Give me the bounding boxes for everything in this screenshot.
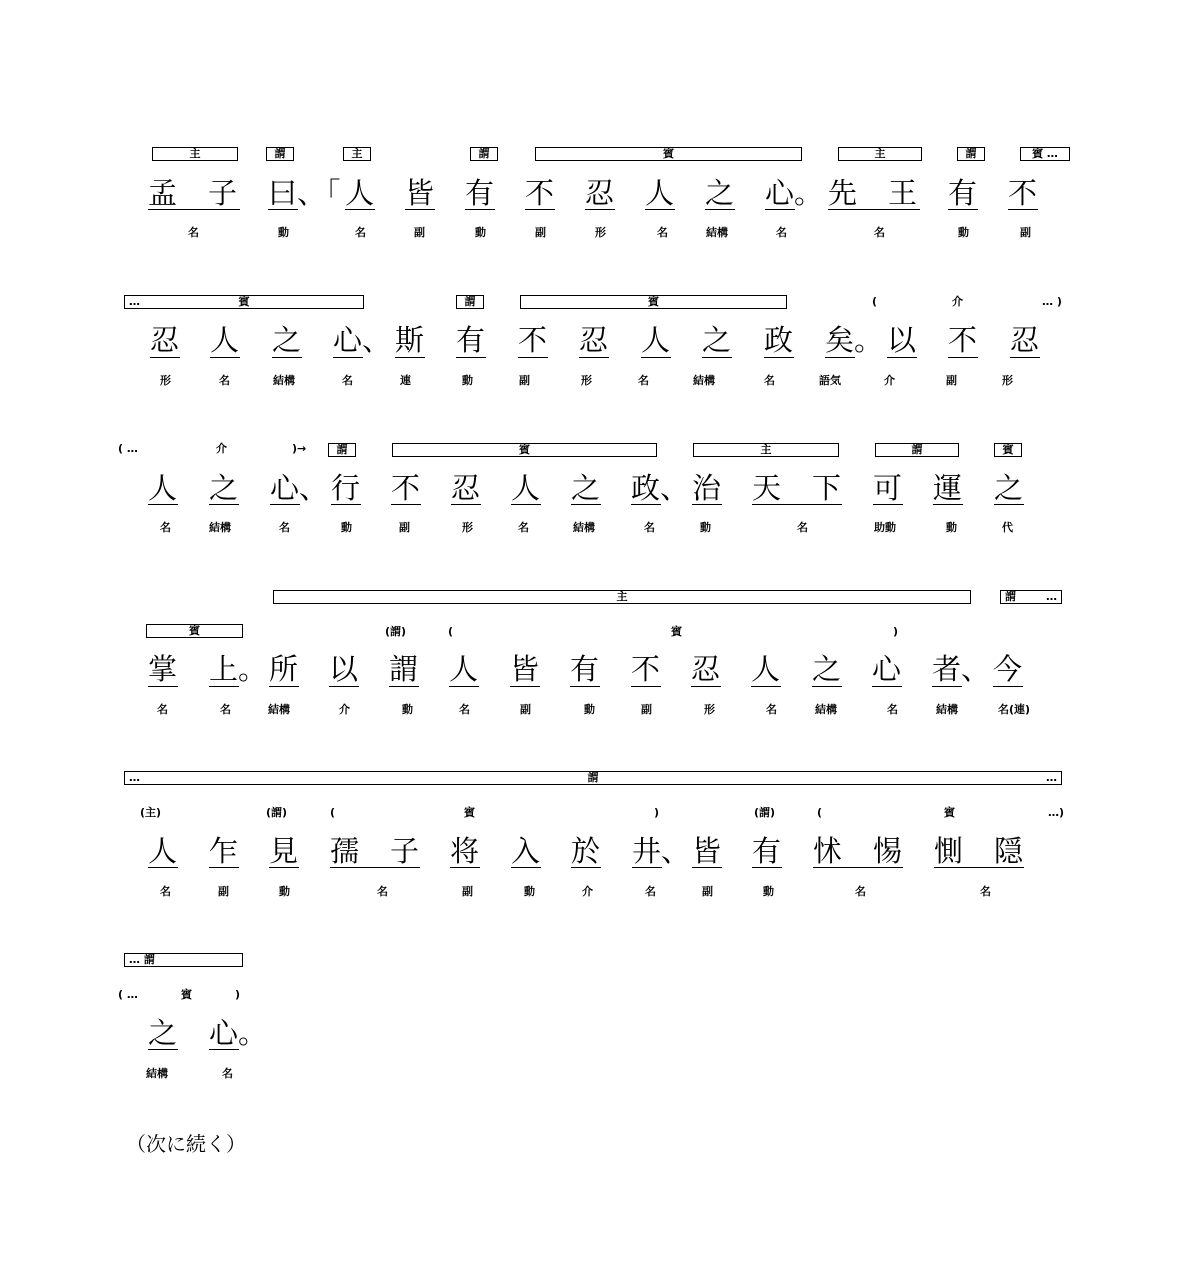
paren-label: 賓 [671,625,682,638]
text-char: 之 [148,1016,178,1050]
paren-label: ( [817,806,823,819]
pos-label: 動 [946,521,957,534]
text-char: 行 [331,471,361,505]
pos-label: 副 [1020,226,1031,239]
paren-label: 介 [952,295,963,308]
pos-label: 介 [884,374,895,387]
pos-label: 副 [946,374,957,387]
continued-note: （次に続く） [126,1132,246,1156]
text-char: 斯 [395,323,425,357]
text-char: 皆 [692,834,722,868]
text-char: 以 [329,652,359,686]
pos-label: 代 [1002,521,1013,534]
text-char: 人 [449,652,479,686]
pos-label: 名 [776,226,787,239]
pos-label: 副 [519,374,530,387]
text-char: 惻 [934,834,964,868]
pos-label: 名 [874,226,885,239]
pos-label: 名 [157,703,168,716]
text-char: 皆 [405,176,435,210]
text-char: 不 [948,323,978,357]
text-char: 有 [465,176,495,210]
pos-label: 結構 [706,226,728,239]
role-box: 謂 [957,147,985,161]
role-box: … 謂 … [124,771,1062,785]
text-char: 乍 [209,834,239,868]
paren-label: ( … [118,442,138,455]
text-char: 有 [752,834,782,868]
pos-label: 名 [855,885,866,898]
role-box: … 謂 [124,953,243,967]
text-char: 忍 [585,176,615,210]
pos-label: 名 [377,885,388,898]
pos-label: 副 [535,226,546,239]
paren-label: (主) [140,806,162,819]
text-char: 之 [705,176,735,210]
text-char: 可 [873,471,903,505]
text-char: 子 [208,176,238,210]
text-char: 人 [641,323,671,357]
text-char: 所 [269,652,299,686]
text-char: 王 [888,176,918,210]
pos-label: 形 [595,226,606,239]
pos-label: 名 [980,885,991,898]
text-char: 子 [390,834,420,868]
text-char: 入 [511,834,541,868]
text-char: 人 [511,471,541,505]
text-char: 有 [948,176,978,210]
text-char: 将 [450,834,480,868]
pos-label: 動 [700,521,711,534]
text-char: 心 [872,652,902,686]
pos-label: 名 [220,703,231,716]
pos-label: 動 [958,226,969,239]
text-char: 皆 [510,652,540,686]
paren-label: ) [235,988,241,1001]
pos-label: 結構 [146,1067,168,1080]
text-char: 孟 [148,176,178,210]
role-box: 謂 [328,443,356,457]
pos-label: 副 [641,703,652,716]
text-char: 謂 [389,652,419,686]
text-char: 有 [456,323,486,357]
text-char: 矣。 [825,323,884,357]
text-char: 之 [209,471,239,505]
role-box: 主 [693,443,839,457]
pos-label: 副 [520,703,531,716]
pos-label: 名 [766,703,777,716]
pos-label: 名 [160,885,171,898]
text-char: 之 [571,471,601,505]
role-box: 賓 … [1020,147,1070,161]
pos-label: 名 [355,226,366,239]
pos-label: 結構 [573,521,595,534]
text-char: 人 [345,176,375,210]
text-char: 運 [933,471,963,505]
pos-label: 助動 [874,521,896,534]
pos-label: 名 [459,703,470,716]
role-box: 主 [838,147,922,161]
pos-label: 動 [462,374,473,387]
role-box: 謂 [456,295,484,309]
paren-label: (謂) [385,625,407,638]
text-char: 之 [994,471,1024,505]
text-char: 之 [272,323,302,357]
pos-label: 介 [582,885,593,898]
text-char: 治 [692,471,722,505]
text-char: 人 [148,834,178,868]
pos-label: 名 [279,521,290,534]
text-char: 先 [828,176,858,210]
pos-label: 形 [462,521,473,534]
pos-label: 動 [279,885,290,898]
text-char: 井、 [632,834,691,868]
text-char: 上。 [209,652,268,686]
pos-label: 副 [218,885,229,898]
pos-label: 名 [342,374,353,387]
text-char: 忍 [691,652,721,686]
role-box: 賓 [146,624,243,638]
text-char: 忍 [579,323,609,357]
role-box: 謂 [875,443,959,457]
role-box: 謂 … [1000,590,1062,604]
pos-label: 名 [797,521,808,534]
text-char: 不 [391,471,421,505]
pos-label: 名 [638,374,649,387]
pos-label: 動 [278,226,289,239]
text-char: 政 [764,323,794,357]
pos-label: 副 [702,885,713,898]
text-char: 不 [525,176,555,210]
text-char: 心、 [333,323,392,357]
text-char: 不 [631,652,661,686]
role-box: … 賓 [124,295,364,309]
text-char: 曰、「 [268,176,341,210]
pos-label: 結構 [936,703,958,716]
text-char: 不 [518,323,548,357]
text-char: 於 [571,834,601,868]
role-box: 主 [343,147,371,161]
pos-label: 結構 [268,703,290,716]
text-char: 不 [1008,176,1038,210]
pos-label: 形 [160,374,171,387]
text-char: 政、 [631,471,690,505]
pos-label: 名 [518,521,529,534]
text-char: 孺 [330,834,360,868]
text-char: 天 [752,471,782,505]
pos-label: 介 [339,703,350,716]
pos-label: 語気 [819,374,841,387]
pos-label: 名(連) [998,703,1031,716]
pos-label: 動 [763,885,774,898]
text-char: 人 [148,471,178,505]
pos-label: 結構 [273,374,295,387]
role-box: 主 [273,590,971,604]
pos-label: 名 [222,1067,233,1080]
paren-label: ) [654,806,660,819]
pos-label: 形 [581,374,592,387]
text-char: 怵 [813,834,843,868]
paren-label: ( [330,806,336,819]
text-char: 見 [269,834,299,868]
pos-label: 連 [400,374,411,387]
text-char: 心。 [209,1016,268,1050]
pos-label: 副 [414,226,425,239]
text-char: 人 [210,323,240,357]
pos-label: 名 [764,374,775,387]
pos-label: 名 [645,885,656,898]
paren-label: ( … [118,988,138,1001]
text-char: 今 [993,652,1023,686]
pos-label: 動 [524,885,535,898]
text-char: 之 [812,652,842,686]
paren-label: )→ [292,442,307,455]
role-box: 賓 [535,147,802,161]
role-box: 賓 [994,443,1022,457]
role-box: 謂 [470,147,498,161]
pos-label: 結構 [209,521,231,534]
text-char: 有 [570,652,600,686]
text-char: 掌 [148,652,178,686]
pos-label: 名 [887,703,898,716]
pos-label: 動 [584,703,595,716]
paren-label: …) [1048,806,1065,819]
pos-label: 名 [188,226,199,239]
pos-label: 動 [402,703,413,716]
paren-label: ( [872,295,878,308]
paren-label: ( [448,625,454,638]
text-char: 忍 [150,323,180,357]
pos-label: 結構 [693,374,715,387]
pos-label: 副 [399,521,410,534]
paren-label: (謂) [754,806,776,819]
text-char: 隠 [994,834,1024,868]
pos-label: 動 [341,521,352,534]
text-char: 忍 [451,471,481,505]
pos-label: 名 [160,521,171,534]
text-char: 惕 [873,834,903,868]
pos-label: 結構 [815,703,837,716]
paren-label: ) [893,625,899,638]
text-char: 心、 [270,471,329,505]
text-char: 人 [751,652,781,686]
pos-label: 副 [462,885,473,898]
pos-label: 動 [475,226,486,239]
pos-label: 名 [219,374,230,387]
paren-label: 賓 [944,806,955,819]
text-char: 忍 [1010,323,1040,357]
text-char: 者、 [932,652,991,686]
text-char: 心。 [765,176,824,210]
role-box: 主 [152,147,238,161]
pos-label: 名 [657,226,668,239]
pos-label: 名 [644,521,655,534]
paren-label: 賓 [181,988,192,1001]
paren-label: … ) [1042,295,1062,308]
text-char: 人 [645,176,675,210]
pos-label: 形 [704,703,715,716]
paren-label: 賓 [464,806,475,819]
paren-label: (謂) [266,806,288,819]
role-box: 賓 [520,295,787,309]
role-box: 賓 [392,443,657,457]
pos-label: 形 [1002,374,1013,387]
text-char: 之 [702,323,732,357]
text-char: 下 [812,471,842,505]
text-char: 以 [887,323,917,357]
paren-label: 介 [216,442,227,455]
role-box: 謂 [266,147,294,161]
